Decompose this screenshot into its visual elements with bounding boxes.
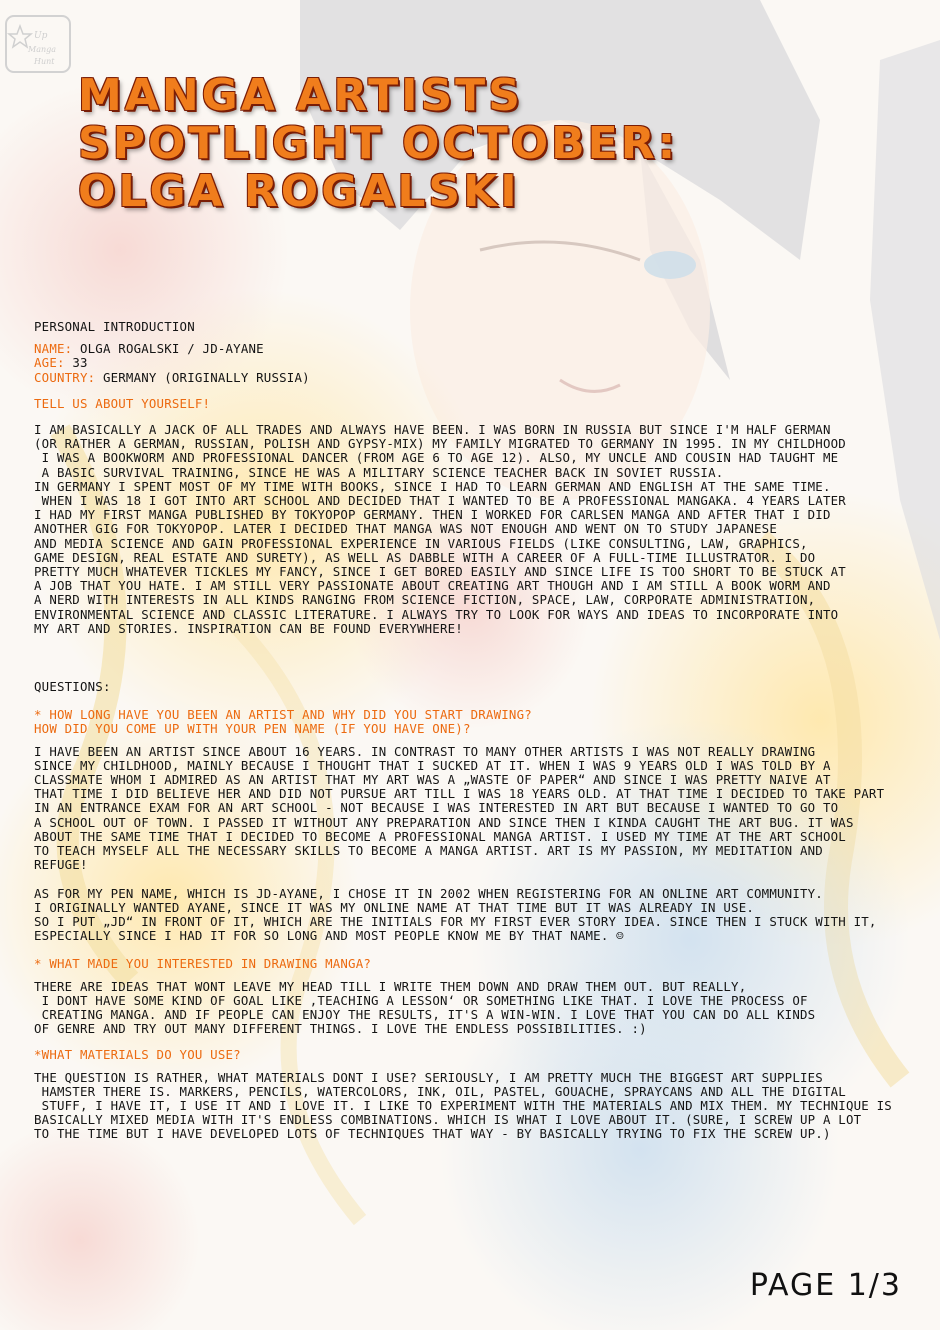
- answer-2: THERE ARE IDEAS THAT WONT LEAVE MY HEAD TILL I WRITE THEM DOWN AND DRAW THEM OUT. BUT REALLY, I DONT HAVE SOME KIND OF GOAL LIKE ‚TEACHING A LESSON‘ OR SOMETHING LIKE THAT. I LOVE THE PROCESS OF CREATING MANGA. AND IF PEOPLE CAN ENJOY THE RESULTS, IT'S A WIN-WIN. I LOVE THAT YOU CAN DO ALL KINDS OF GENRE AND TRY OUT MANY DIFFERENT THINGS. I LOVE THE ENDLESS POSSIBILITIES. :): [34, 978, 816, 1037]
- question-1-line-1: * HOW LONG HAVE YOU BEEN AN ARTIST AND WHY DID YOU START DRAWING?: [34, 707, 532, 723]
- profile-country: [34, 371, 924, 385]
- article-body: [34, 320, 924, 1142]
- profile-age: [34, 356, 924, 370]
- svg-text:Manga: Manga: [28, 45, 57, 54]
- country-label: COUNTRY:: [34, 369, 96, 385]
- svg-text:Hunt: Hunt: [34, 57, 55, 66]
- question-3: *WHAT MATERIALS DO YOU USE?: [34, 1047, 241, 1063]
- title-line-3: OLGA ROGALSKI: [78, 166, 520, 217]
- name-value: OLGA ROGALSKI / JD-AYANE: [79, 341, 264, 357]
- profile-name: [34, 342, 924, 356]
- title-line-1: MANGA ARTISTS: [78, 70, 523, 121]
- profile-block: [34, 342, 924, 385]
- questions-heading: QUESTIONS:: [34, 679, 111, 695]
- page-title: [78, 72, 898, 216]
- age-label: AGE:: [34, 355, 65, 371]
- title-line-2: SPOTLIGHT OCTOBER:: [78, 118, 679, 169]
- svg-text:Up: Up: [34, 31, 48, 41]
- page-number: PAGE 1/3: [749, 1268, 902, 1303]
- country-value: GERMANY (ORIGINALLY RUSSIA): [102, 369, 310, 385]
- intro-heading: PERSONAL INTRODUCTION: [34, 319, 195, 334]
- answer-1-part-1: I HAVE BEEN AN ARTIST SINCE ABOUT 16 YEARS. IN CONTRAST TO MANY OTHER ARTISTS I WAS NOT REALLY DRAWING SINCE MY CHILDHOOD, MAINLY BECAUSE I THOUGHT THAT I SUCKED AT IT. WHEN I WAS 9 YEARS OLD I WAS TOLD BY A CLASSMATE WHOM I ADMIRED AS AN ARTIST THAT MY ART WAS A „WASTE OF PAPER“ AND SINCE I WAS PRETTY NAIVE AT THAT TIME I DID BELIEVE HER AND DID NOT PURSUE ART TILL I WAS 18 YEARS OLD. AT THAT TIME I DECIDED TO TAKE PART IN AN ENTRANCE EXAM FOR AN ART SCHOOL - NOT BECAUSE I WAS INTERESTED IN ART BUT BECAUSE I WANTED TO GO TO A SCHOOL OUT OF TOWN. I PASSED IT WITHOUT ANY PREPARATION AND SINCE THEN I KINDA CAUGHT THE ART BUG. IT WAS ABOUT THE SAME TIME THAT I DECIDED TO BECOME A PROFESSIONAL MANGA ARTIST. I USED MY TIME AT THE ART SCHOOL TO TEACH MYSELF ALL THE NECESSARY SKILLS TO BECOME A MANGA ARTIST. ART IS MY PASSION, MY MEDITATION AND REFUGE!: [34, 743, 885, 873]
- about-answer: I AM BASICALLY A JACK OF ALL TRADES AND ALWAYS HAVE BEEN. I WAS BORN IN RUSSIA BUT SINCE I'M HALF GERMAN (OR RATHER A GERMAN, RUSSIAN, POLISH AND GYPSY-MIX) MY FAMILY MIGRATED TO GERMANY IN 1995. IN MY CHILDHOOD I WAS A BOOKWORM AND PROFESSIONAL DANCER (FROM AGE 6 TO AGE 12). ALSO, MY UNCLE AND COUSIN HAD TAUGHT ME A BASIC SURVIVAL TRAINING, SINCE HE WAS A MILITARY SCIENCE TEACHER BACK IN SOVIET RUSSIA. IN GERMANY I SPENT MOST OF MY TIME WITH BOOKS, SINCE I HAD TO LEARN GERMAN AND ENGLISH AT THE SAME TIME. WHEN I WAS 18 I GOT INTO ART SCHOOL AND DECIDED THAT I WANTED TO BE A PROFESSIONAL MANGAKA. 4 YEARS LATER I HAD MY FIRST MANGA PUBLISHED BY TOKYOPOP GERMANY. THEN I WORKED FOR CARLSEN MANGA AND AFTER THAT I DID ANOTHER GIG FOR TOKYOPOP. LATER I DECIDED THAT MANGA WAS NOT ENOUGH AND WENT ON TO STUDY JAPANESE AND MEDIA SCIENCE AND GAIN PROFESSIONAL EXPERIENCE IN VARIOUS FIELDS (LIKE CONSULTING, LAW, GRAPHICS, GAME DESIGN, REAL ESTATE AND SURETY), AS WELL AS DABBLE WITH A CAREER OF A FULL-TIME ILLUSTRATOR. I DO PRETTY MUCH WHATEVER TICKLES MY FANCY, SINCE I GET BORED EASILY AND SINCE LIFE IS TOO SHORT TO BE STUCK AT A JOB THAT YOU HATE. I AM STILL VERY PASSIONATE ABOUT CREATING ART THOUGH AND I AM STILL A BOOK WORM AND A NERD WITH INTERESTS IN ALL KINDS RANGING FROM SCIENCE FICTION, SPACE, LAW, CORPORATE ADMINISTRATION, ENVIRONMENTAL SCIENCE AND CLASSIC LITERATURE. I ALWAYS TRY TO LOOK FOR WAYS AND IDEAS TO INCORPORATE INTO MY ART AND STORIES. INSPIRATION CAN BE FOUND EVERYWHERE!: [34, 422, 846, 636]
- question-2: * WHAT MADE YOU INTERESTED IN DRAWING MANGA?: [34, 956, 372, 972]
- question-1-line-2: HOW DID YOU COME UP WITH YOUR PEN NAME (IF YOU HAVE ONE)?: [34, 721, 471, 737]
- watermark-logo: [4, 14, 72, 74]
- age-value: 33: [72, 355, 88, 371]
- name-label: NAME:: [34, 341, 73, 357]
- about-question: TELL US ABOUT YOURSELF!: [34, 395, 211, 411]
- answer-3: THE QUESTION IS RATHER, WHAT MATERIALS DONT I USE? SERIOUSLY, I AM PRETTY MUCH THE BIGGEST ART SUPPLIES HAMSTER THERE IS. MARKERS, PENCILS, WATERCOLORS, INK, OIL, PASTEL, GOUACHE, SPRAYCANS AND ALL THE DIGITAL STUFF, I HAVE IT, I USE IT AND I LOVE IT. I LIKE TO EXPERIMENT WITH THE MATERIALS AND MIX THEM. MY TECHNIQUE IS BASICALLY MIXED MEDIA WITH IT'S ENDLESS COMBINATIONS. WHICH IS WHAT I LOVE ABOUT IT. (SURE, I SCREW UP A LOT TO THE TIME BUT I HAVE DEVELOPED LOTS OF TECHNIQUES THAT WAY - BY BASICALLY TRYING TO FIX THE SCREW UP.): [34, 1069, 892, 1142]
- answer-1-part-2: AS FOR MY PEN NAME, WHICH IS JD-AYANE, I CHOSE IT IN 2002 WHEN REGISTERING FOR AN ONLINE ART COMMUNITY. I ORIGINALLY WANTED AYANE, SINCE IT WAS MY ONLINE NAME AT THAT TIME BUT IT WAS ALREADY IN USE. SO I PUT „JD“ IN FRONT OF IT, WHICH ARE THE INITIALS FOR MY FIRST EVER STORY IDEA. SINCE THEN I STUCK WITH IT, ESPECIALLY SINCE I HAD IT FOR SO LONG AND MOST PEOPLE KNOW ME BY THAT NAME. ☺: [34, 885, 877, 944]
